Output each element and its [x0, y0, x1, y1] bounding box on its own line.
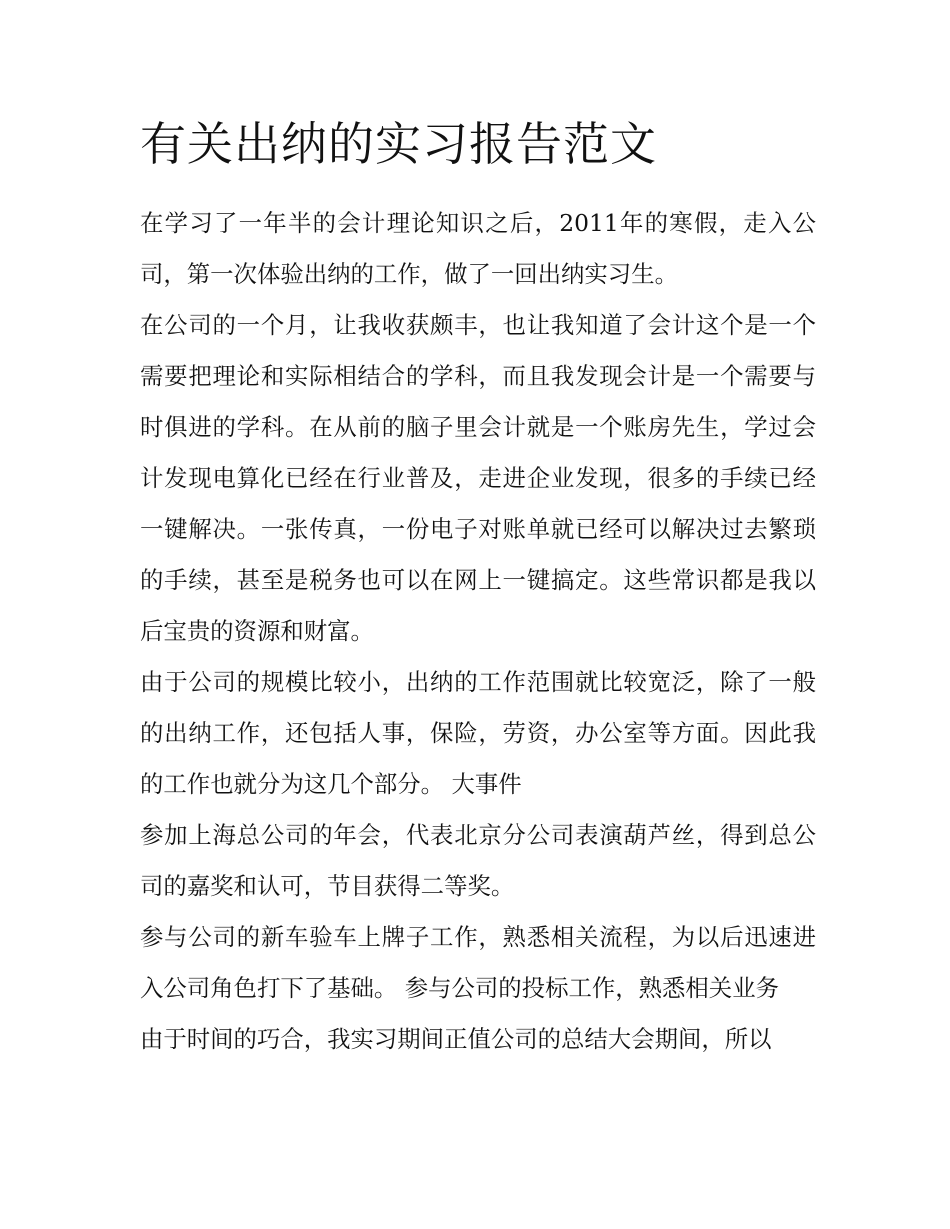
paragraph: 参与公司的新车验车上牌子工作，熟悉相关流程，为以后迅速进入公司角色打下了基础。 参与公司的投标工作，熟悉相关业务 — [140, 923, 816, 1002]
paragraph: 由于公司的规模比较小，出纳的工作范围就比较宽泛，除了一般的出纳工作，还包括人事，保险，劳资，办公室等方面。因此我的工作也就分为这几个部分。 大事件 — [140, 668, 816, 798]
document-page — [140, 112, 816, 1065]
paragraph: 在公司的一个月，让我收获颇丰，也让我知道了会计这个是一个需要把理论和实际相结合的学科，而且我发现会计是一个需要与时俱进的学科。在从前的脑子里会计就是一个账房先生，学过会计发现电算化已经在行业普及，走进企业发现，很多的手续已经一键解决。一张传真，一份电子对账单就已经可以解决过去繁琐的手续，甚至是税务也可以在网上一键搞定。这些常识都是我以后宝贵的资源和财富。 — [140, 311, 816, 645]
paragraph: 由于时间的巧合，我实习期间正值公司的总结大会期间，所以 — [140, 1025, 772, 1053]
paragraph: 参加上海总公司的年会，代表北京分公司表演葫芦丝，得到总公司的嘉奖和认可，节目获得二等奖。 — [140, 821, 816, 900]
paragraph: 在学习了一年半的会计理论知识之后，2011年的寒假，走入公司，第一次体验出纳的工作，做了一回出纳实习生。 — [140, 209, 816, 288]
document-title: 有关出纳的实习报告范文 — [140, 117, 657, 171]
